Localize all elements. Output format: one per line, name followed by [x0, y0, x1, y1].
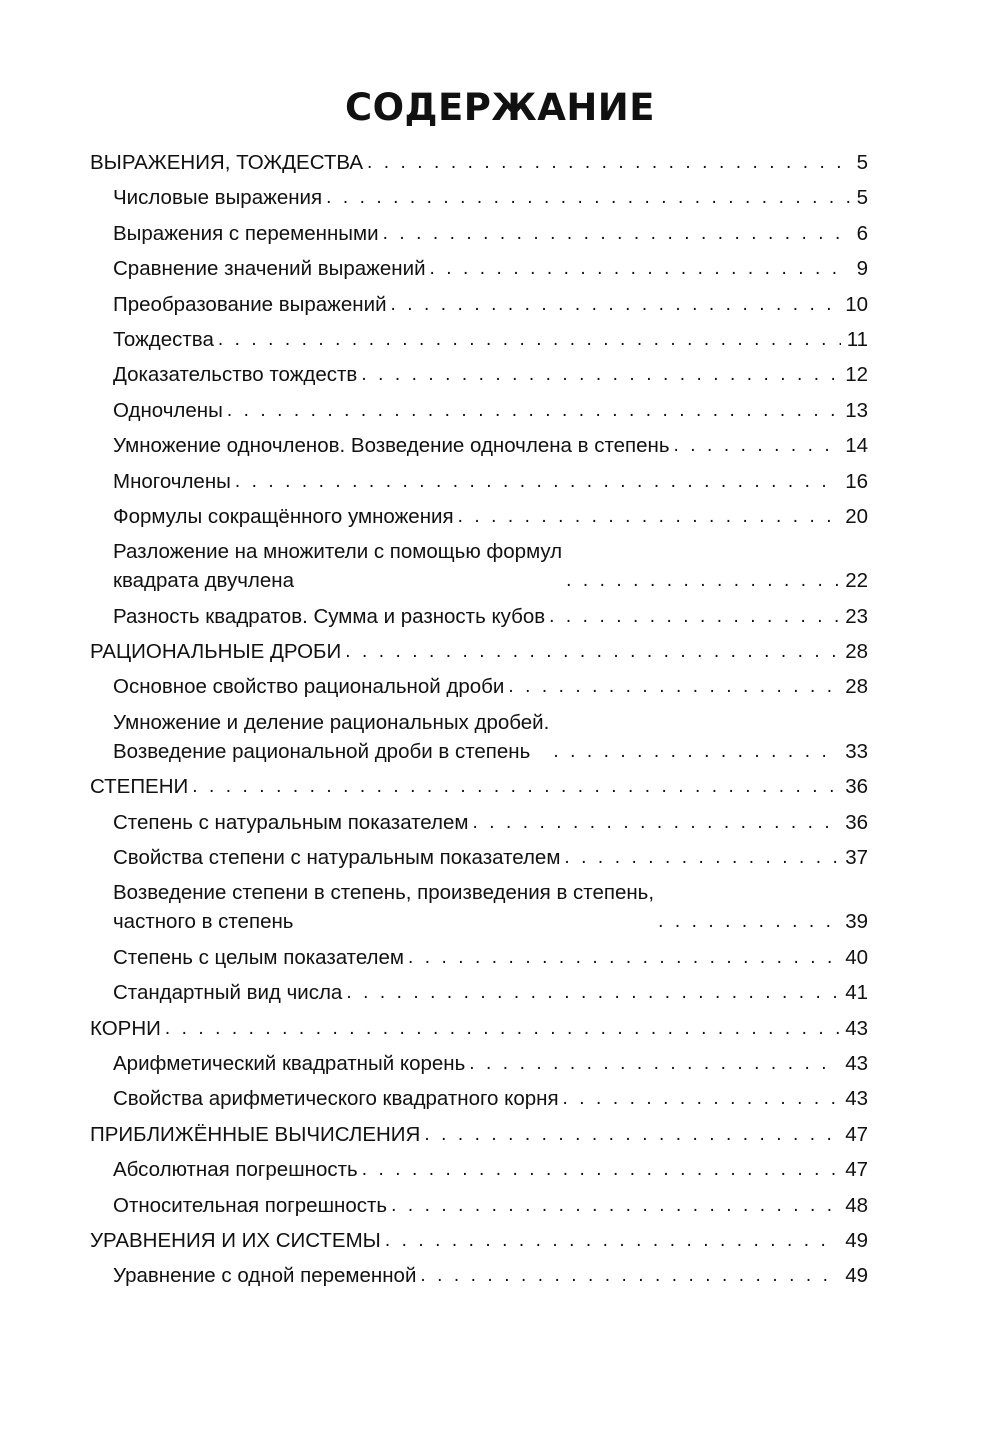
toc-entry-label-line: УРАВНЕНИЯ И ИХ СИСТЕМЫ [90, 1228, 381, 1252]
toc-page-number: 33 [845, 739, 868, 763]
dot-leader [391, 290, 840, 319]
toc-entry-label [113, 431, 670, 460]
toc-page-number: 47 [845, 1158, 868, 1182]
dot-leader [346, 978, 839, 1007]
toc-page-number: 48 [845, 1193, 868, 1217]
toc-entry-label-line: частного в степень [113, 910, 294, 934]
toc-entry-label [113, 943, 404, 972]
toc-page-number: 39 [845, 910, 868, 934]
dot-leader [391, 1191, 839, 1220]
toc-section-row [90, 148, 868, 177]
toc-entry-label-line: Уравнение с одной переменной [113, 1264, 417, 1288]
dot-leader [235, 467, 839, 496]
toc-entry-label [113, 396, 223, 425]
toc-page-number: 16 [845, 469, 868, 493]
toc-entry-row [90, 1155, 868, 1184]
toc-entry-label-line: Возведение степени в степень, произведения в степень, [113, 881, 655, 905]
dot-leader [385, 1226, 839, 1255]
toc-page-number: 49 [845, 1264, 868, 1288]
dot-leader [563, 1084, 840, 1113]
toc-entry-label-line: Сравнение значений выражений [113, 257, 426, 281]
toc-entry-label-line: Доказательство тождеств [113, 363, 358, 387]
toc-entry-label [90, 1014, 161, 1043]
toc-entry-row [90, 396, 868, 425]
dot-leader [458, 502, 840, 531]
toc-entry-label [113, 537, 562, 595]
toc-section-row [90, 1226, 868, 1255]
toc-page-number: 43 [845, 1051, 868, 1075]
toc-entry-label [90, 637, 341, 666]
toc-entry-label-line: Числовые выражения [113, 186, 323, 210]
toc-entry-label [113, 602, 545, 631]
toc-entry-label [113, 1191, 387, 1220]
toc-entry-label-line: РАЦИОНАЛЬНЫЕ ДРОБИ [90, 640, 342, 664]
toc-page-number: 9 [856, 257, 868, 281]
toc-entry-label [113, 325, 214, 354]
dot-leader [473, 808, 840, 837]
toc-entry-row [90, 467, 868, 496]
dot-leader [227, 396, 839, 425]
toc-entry-label [113, 1049, 465, 1078]
toc-entry-label-line: Разложение на множители с помощью формул [113, 540, 563, 564]
toc-entry-label-line: Возведение рациональной дроби в степень [113, 739, 531, 763]
toc-entry-row [90, 943, 868, 972]
toc-entry-label [113, 290, 387, 319]
toc-entry-row [90, 843, 868, 872]
toc-entry-label-line: Арифметический квадратный корень [113, 1051, 466, 1075]
toc-page-number: 43 [845, 1087, 868, 1111]
dot-leader [564, 843, 839, 872]
toc-entry-label-line: Многочлены [113, 469, 231, 493]
toc-entry-row [90, 808, 868, 837]
toc-entry-row [90, 1049, 868, 1078]
dot-leader [549, 602, 839, 631]
dot-leader [420, 1261, 839, 1290]
toc-entry-label [90, 1226, 381, 1255]
toc-entry-label-line: Степень с целым показателем [113, 945, 405, 969]
toc-section-row [90, 1014, 868, 1043]
toc-page-number: 28 [845, 675, 868, 699]
dot-leader [192, 772, 839, 801]
dot-leader [367, 148, 850, 177]
toc-page-number: 5 [856, 186, 868, 210]
toc-entry-label-line: Тождества [113, 327, 214, 351]
toc-entry-row [90, 602, 868, 631]
toc-entry-row [90, 431, 868, 460]
toc-page-number: 37 [845, 846, 868, 870]
toc-section-row [90, 1120, 868, 1149]
toc-entry-label [90, 148, 363, 177]
toc-page-number: 11 [846, 327, 868, 351]
toc-page-number: 12 [845, 363, 868, 387]
toc-entry-label [113, 808, 469, 837]
toc-entry-row [90, 978, 868, 1007]
dot-leader [362, 1155, 840, 1184]
dot-leader [165, 1014, 839, 1043]
toc-entry-row [90, 1191, 868, 1220]
toc-page-number: 6 [856, 221, 868, 245]
dot-leader [553, 737, 839, 766]
dot-leader [218, 325, 841, 354]
page-title: СОДЕРЖАНИЕ [344, 86, 656, 129]
toc-entry-label-line: КОРНИ [90, 1016, 161, 1040]
toc-page-number: 20 [845, 504, 868, 528]
toc-page-number: 22 [845, 569, 868, 593]
toc-entry-label-line: Стандартный вид числа [113, 981, 343, 1005]
toc-entry-label [90, 1120, 420, 1149]
toc-entry-label-line: Абсолютная погрешность [113, 1158, 358, 1182]
dot-leader [430, 254, 850, 283]
toc-entry-row [90, 502, 868, 531]
dot-leader [658, 907, 839, 936]
toc-entry-label-line: Относительная погрешность [113, 1193, 388, 1217]
toc-entry-label-line: Одночлены [113, 398, 223, 422]
toc-entry-label [113, 708, 549, 766]
toc-entry-row [90, 325, 868, 354]
toc-entry-row [90, 708, 868, 766]
toc-page-number: 14 [845, 434, 868, 458]
toc-entry-label-line: Преобразование выражений [113, 292, 387, 316]
toc-entry-label [113, 1261, 416, 1290]
dot-leader [326, 183, 850, 212]
toc-page-number: 41 [845, 981, 868, 1005]
toc-page-number: 47 [845, 1122, 868, 1146]
dot-leader [361, 360, 839, 389]
toc-entry-label-line: квадрата двучлена [113, 569, 295, 593]
toc-entry-label-line: Разность квадратов. Сумма и разность кубов [113, 604, 546, 628]
toc-entry-label-line: Степень с натуральным показателем [113, 810, 469, 834]
dot-leader [566, 566, 839, 595]
toc-entry-label [113, 878, 654, 936]
toc-entry-row [90, 290, 868, 319]
toc-entry-label [113, 1084, 559, 1113]
toc-entry-row [90, 1261, 868, 1290]
toc-entry-label [113, 1155, 358, 1184]
toc-entry-label-line: СТЕПЕНИ [90, 775, 189, 799]
toc-entry-label [113, 502, 454, 531]
toc-entry-label [113, 843, 560, 872]
toc-entry-label [90, 772, 188, 801]
dot-leader [674, 431, 840, 460]
toc-section-row [90, 637, 868, 666]
toc-entry-row [90, 254, 868, 283]
toc-page-number: 10 [845, 292, 868, 316]
toc-entry-label [113, 360, 357, 389]
toc-entry-row [90, 672, 868, 701]
toc-page-number: 28 [845, 640, 868, 664]
toc-entry-label-line: ВЫРАЖЕНИЯ, ТОЖДЕСТВА [90, 151, 364, 174]
toc-entry-label-line: Свойства степени с натуральным показателем [113, 846, 561, 870]
toc-entry-row [90, 219, 868, 248]
toc-entry-label [113, 183, 322, 212]
toc-entry-row [90, 537, 868, 595]
toc-entry-label [113, 254, 426, 283]
toc-entry-label-line: Умножение и деление рациональных дробей. [113, 710, 550, 734]
toc-entry-label [113, 219, 379, 248]
toc-entry-label-line: Основное свойство рациональной дроби [113, 675, 505, 699]
toc-entry-label [113, 467, 231, 496]
toc-page-number: 43 [845, 1016, 868, 1040]
toc-page-number: 13 [845, 398, 868, 422]
toc-entry-row [90, 360, 868, 389]
toc-entry-label-line: Выражения с переменными [113, 221, 379, 245]
toc-entry-row [90, 1084, 868, 1113]
toc-entry-row [90, 878, 868, 936]
toc-entry-label-line: Формулы сокращённого умножения [113, 504, 454, 528]
toc-entry-label-line: Свойства арифметического квадратного корня [113, 1087, 559, 1111]
toc-page-number: 36 [845, 775, 868, 799]
toc-page-number: 36 [845, 810, 868, 834]
toc-page-number: 49 [845, 1228, 868, 1252]
toc-page-number: 23 [845, 604, 868, 628]
toc-entry-label-line: Умножение одночленов. Возведение одночлена в степень [113, 434, 670, 458]
dot-leader [408, 943, 839, 972]
table-of-contents [90, 148, 868, 1297]
dot-leader [383, 219, 850, 248]
toc-entry-label [113, 978, 342, 1007]
dot-leader [508, 672, 839, 701]
toc-entry-row [90, 183, 868, 212]
dot-leader [469, 1049, 839, 1078]
toc-page-number: 5 [856, 151, 868, 174]
toc-entry-label-line: ПРИБЛИЖЁННЫЕ ВЫЧИСЛЕНИЯ [90, 1122, 421, 1146]
dot-leader [424, 1120, 839, 1149]
toc-page-number: 40 [845, 945, 868, 969]
toc-entry-label [113, 672, 504, 701]
toc-section-row [90, 772, 868, 801]
dot-leader [345, 637, 839, 666]
